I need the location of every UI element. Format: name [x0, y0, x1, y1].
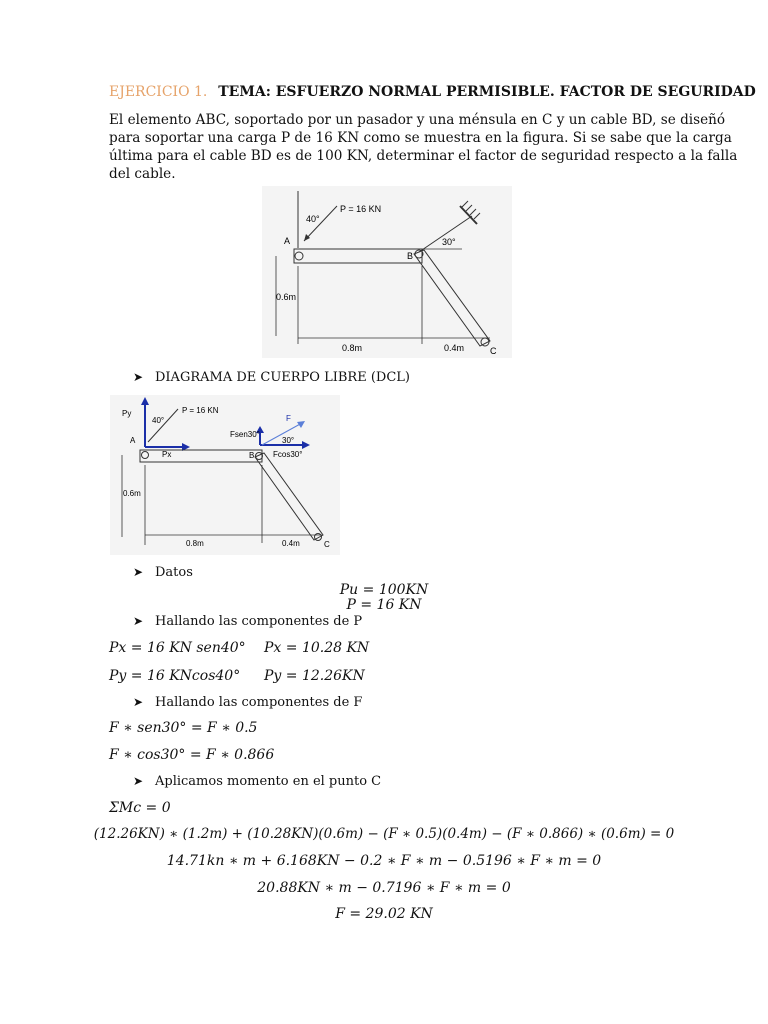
exercise-title: [109, 84, 756, 100]
moment-heading-text: Aplicamos momento en el punto C: [155, 774, 382, 789]
cable-angle-label: 30°: [442, 237, 456, 247]
dim-bc-label: 0.4m: [444, 343, 465, 353]
bullet-arrow-icon: ➤: [133, 774, 144, 788]
exercise-topic: TEMA: ESFUERZO NORMAL PERMISIBLE. FACTOR DE SEGURIDAD: [218, 84, 756, 100]
bullet-arrow-icon: ➤: [133, 565, 144, 579]
load-label: P = 16 KN: [182, 406, 219, 415]
moment-heading: [133, 774, 381, 789]
dim-ab-label: 0.8m: [186, 539, 204, 548]
point-c-label: C: [324, 540, 330, 549]
f-sin-component: F ∗ sen30° = F ∗ 0.5: [109, 720, 258, 736]
dim-height-label: 0.6m: [123, 489, 141, 498]
py-label: Py: [122, 409, 132, 418]
px-value: Px = 10.28 KN: [264, 640, 370, 656]
moment-sum: ΣMc = 0: [109, 800, 171, 816]
comp-f-heading: [133, 695, 362, 710]
free-body-diagram: [110, 395, 340, 555]
point-a-label: A: [130, 436, 136, 445]
statement-line: El elemento ABC, soportado por un pasador y una ménsula en C y un cable BD, se diseñó: [109, 112, 726, 128]
px-label: Px: [162, 450, 172, 459]
py-expression: Py = 16 KNcos40°: [109, 668, 241, 684]
point-c-label: C: [490, 346, 497, 356]
comp-p-heading: [133, 614, 362, 629]
structure-figure: [262, 186, 512, 358]
bullet-arrow-icon: ➤: [133, 695, 144, 709]
problem-statement: [109, 111, 738, 183]
comp-p-heading-text: Hallando las componentes de P: [155, 614, 363, 629]
load-label: P = 16 KN: [340, 204, 382, 214]
fsen-label: Fsen30°: [230, 430, 260, 439]
dcl-heading-text: DIAGRAMA DE CUERPO LIBRE (DCL): [155, 370, 410, 385]
point-a-label: A: [284, 236, 291, 246]
datos-pu: Pu = 100KN: [339, 582, 429, 598]
statement-line: del cable.: [109, 166, 176, 182]
figure-background: [262, 186, 512, 358]
datos-heading: [133, 565, 193, 580]
f-label: F: [286, 414, 291, 423]
px-expression: Px = 16 KN sen40°: [109, 640, 246, 656]
dim-ab-label: 0.8m: [342, 343, 363, 353]
point-b-label: B: [249, 451, 255, 460]
point-b-label: B: [407, 251, 414, 261]
statement-line: para soportar una carga P de 16 KN como se muestra en la figura. Si se sabe que la carga: [109, 130, 732, 146]
f-cos-component: F ∗ cos30° = F ∗ 0.866: [109, 747, 275, 763]
dim-bc-label: 0.4m: [282, 539, 300, 548]
moment-equation-3: 20.88KN ∗ m − 0.7196 ∗ F ∗ m = 0: [257, 880, 511, 896]
dim-height-label: 0.6m: [276, 292, 297, 302]
f-angle-label: 30°: [282, 436, 295, 445]
load-angle-label: 40°: [152, 416, 165, 425]
py-value: Py = 12.26KN: [264, 668, 365, 684]
comp-f-heading-text: Hallando las componentes de F: [155, 695, 363, 710]
bullet-arrow-icon: ➤: [133, 370, 144, 384]
result-f: F = 29.02 KN: [335, 906, 433, 922]
datos-heading-text: Datos: [155, 565, 193, 580]
dcl-heading: [133, 370, 410, 385]
bullet-arrow-icon: ➤: [133, 614, 144, 628]
moment-equation-1: (12.26KN) ∗ (1.2m) + (10.28KN)(0.6m) − (F ∗ 0.5)(0.4m) − (F ∗ 0.866) ∗ (0.6m) = 0: [93, 826, 675, 842]
statement-line: última para el cable BD es de 100 KN, determinar el factor de seguridad respecto a la falla: [109, 148, 738, 164]
fcos-label: Fcos30°: [273, 450, 303, 459]
datos-p: P = 16 KN: [346, 597, 422, 613]
exercise-label: EJERCICIO 1.: [109, 84, 208, 100]
moment-equation-2: 14.71kn ∗ m + 6.168KN − 0.2 ∗ F ∗ m − 0.5196 ∗ F ∗ m = 0: [166, 853, 602, 869]
load-angle-label: 40°: [306, 214, 320, 224]
